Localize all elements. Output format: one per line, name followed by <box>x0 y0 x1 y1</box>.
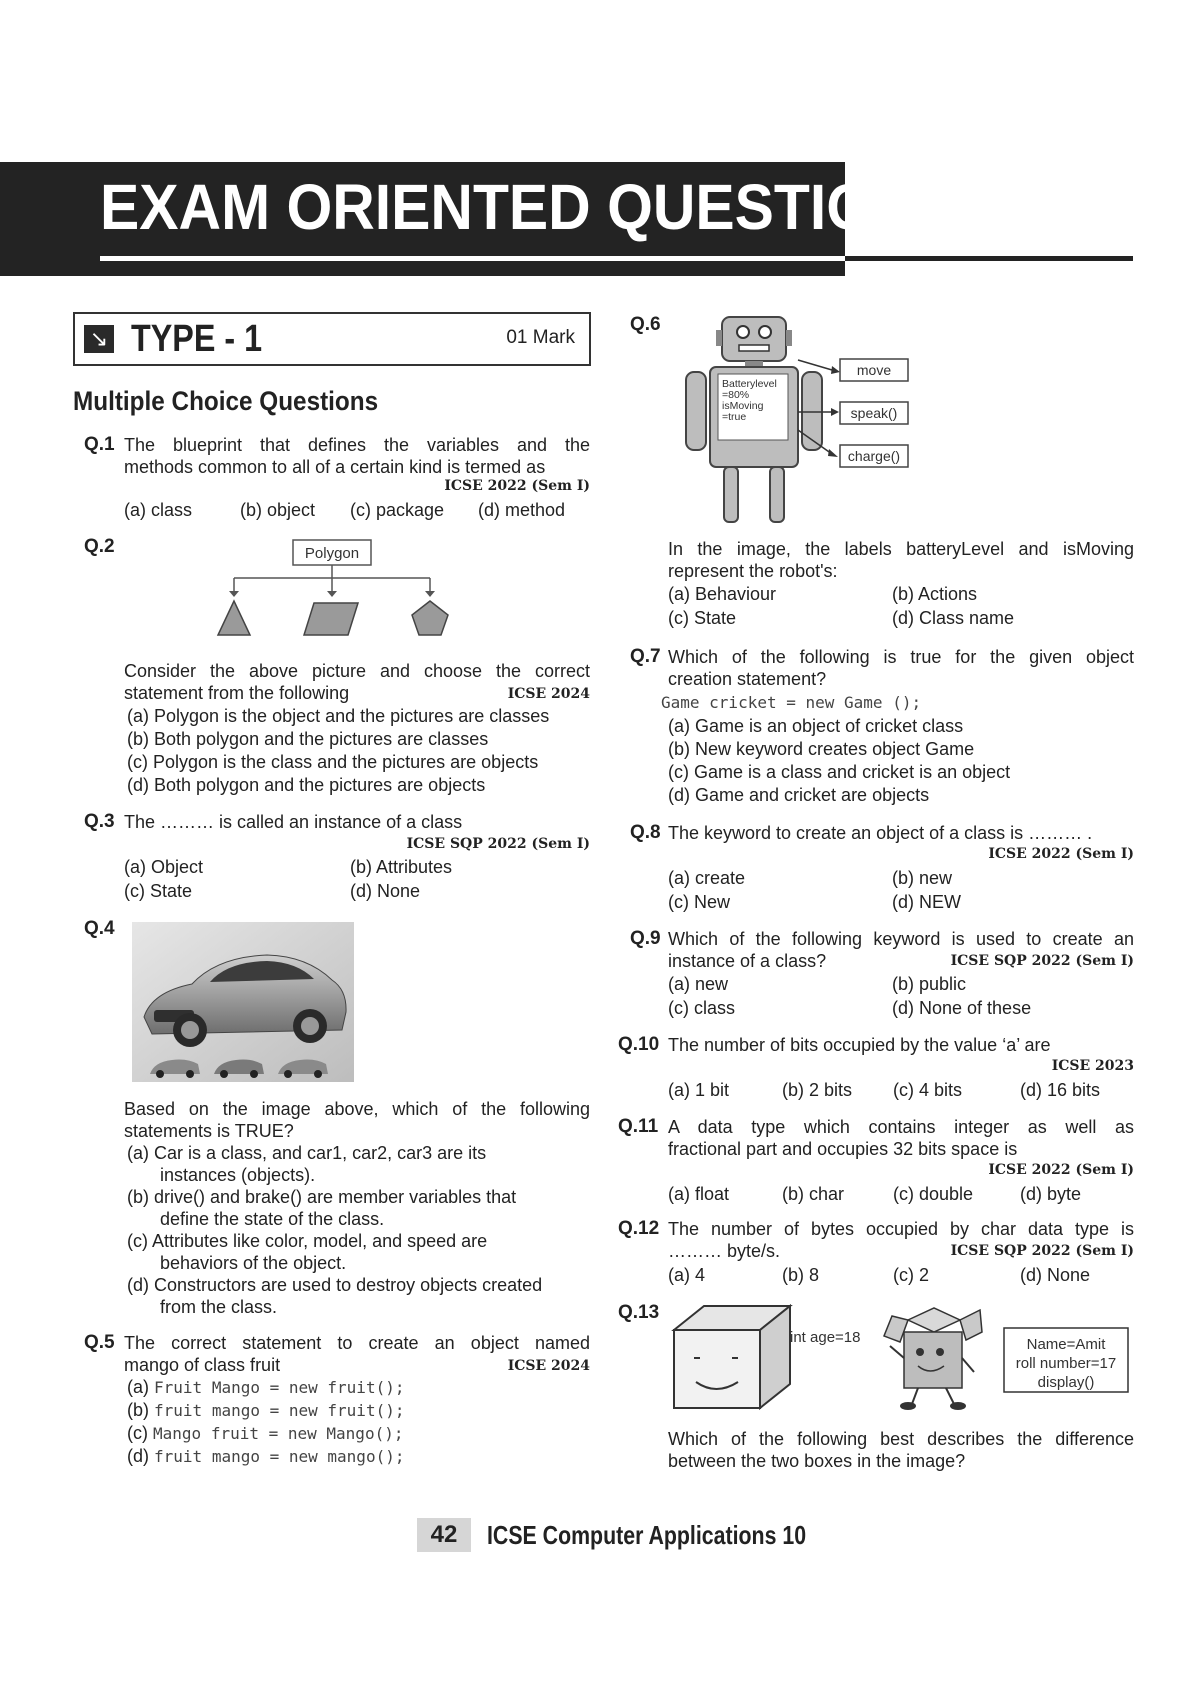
option-c[interactable]: (c) 2 <box>893 1265 929 1285</box>
section-type-box <box>73 312 591 366</box>
car-image <box>132 922 354 1082</box>
question-number: Q.13 <box>618 1302 660 1323</box>
question-line: ……… byte/s. <box>668 1241 781 1261</box>
option-d[interactable]: (d) NEW <box>892 892 961 912</box>
option-d-cont: from the class. <box>160 1297 278 1317</box>
option-c[interactable]: (c) New <box>668 892 730 912</box>
option-c-cont: behaviors of the object. <box>160 1253 347 1273</box>
option-a[interactable]: (a) Fruit Mango = new fruit(); <box>127 1377 405 1397</box>
question-line: mango of class fruit <box>124 1355 281 1375</box>
polygon-label: Polygon <box>304 545 360 562</box>
question-line: Consider the above picture and choose the correct <box>124 661 590 681</box>
question-line: between the two boxes in the image? <box>668 1451 966 1471</box>
question-source: ICSE 2022 (Sem I) <box>444 478 590 494</box>
option-c[interactable]: (c) Mango fruit = new Mango(); <box>127 1423 404 1443</box>
svg-text:charge(): charge() <box>847 448 901 464</box>
option-c[interactable]: (c) State <box>668 608 737 628</box>
question-line: creation statement? <box>668 669 827 689</box>
boxes-diagram <box>668 1300 1138 1415</box>
question-number: Q.8 <box>630 822 661 843</box>
question-number: Q.11 <box>618 1116 659 1137</box>
question-number: Q.2 <box>84 536 115 557</box>
option-c[interactable]: (c) class <box>668 998 735 1018</box>
option-c[interactable]: (c) Game is a class and cricket is an object <box>668 762 1011 782</box>
question-line: fractional part and occupies 32 bits space is <box>668 1139 1018 1159</box>
option-d[interactable]: (d) byte <box>1020 1184 1082 1204</box>
option-b[interactable]: (b) fruit mango = new fruit(); <box>127 1400 405 1420</box>
option-a[interactable]: (a) Behaviour <box>668 584 777 604</box>
question-text <box>124 1098 590 1142</box>
option-d[interactable]: (d) Game and cricket are objects <box>668 785 930 805</box>
question-text: The number of bits occupied by the value ‘a’ are <box>668 1035 1051 1055</box>
option-b[interactable]: (b) 8 <box>782 1265 820 1285</box>
robot-head <box>722 317 786 361</box>
option-a[interactable]: (a) Game is an object of cricket class <box>668 716 964 736</box>
question-line: A data type which contains integer as well as <box>668 1117 1134 1137</box>
robot-diagram <box>680 312 920 532</box>
page-number: 42 <box>417 1518 471 1552</box>
option-d[interactable]: (d) None of these <box>892 998 1032 1018</box>
option-c[interactable]: (c) State <box>124 881 193 901</box>
question-line: Which of the following best describes the difference <box>668 1429 1134 1449</box>
option-b[interactable]: (b) public <box>892 974 967 994</box>
question-source: ICSE SQP 2022 (Sem I) <box>950 953 1134 969</box>
question-source: ICSE 2022 (Sem I) <box>988 1162 1134 1178</box>
question-source: ICSE SQP 2022 (Sem I) <box>406 836 590 852</box>
option-b[interactable]: (b) 2 bits <box>782 1080 853 1100</box>
option-b[interactable]: (b) Actions <box>892 584 978 604</box>
option-a-cont: instances (objects). <box>160 1165 316 1185</box>
option-d[interactable]: (d) fruit mango = new mango(); <box>127 1446 405 1466</box>
option-b[interactable]: (b) drive() and brake() are member variables that <box>127 1187 517 1207</box>
option-c[interactable]: (c) 4 bits <box>893 1080 963 1100</box>
closed-box <box>674 1306 790 1408</box>
page-title: EXAM ORIENTED QUESTIONS <box>100 171 954 243</box>
code-snippet: Game cricket = new Game (); <box>661 693 922 712</box>
svg-text:speak(): speak() <box>850 405 898 421</box>
option-a[interactable]: (a) 4 <box>668 1265 706 1285</box>
question-text <box>668 646 1134 690</box>
option-a[interactable]: (a) 1 bit <box>668 1080 730 1100</box>
box-attribute-label: int age=18 <box>790 1329 861 1346</box>
question-text <box>668 1116 1134 1160</box>
question-text: The keyword to create an object of a class is ……… . <box>668 823 1093 843</box>
question-number: Q.9 <box>630 928 661 949</box>
option-d[interactable]: (d) 16 bits <box>1020 1080 1101 1100</box>
question-source: ICSE 2024 <box>507 686 590 702</box>
question-line: instance of a class? <box>668 951 827 971</box>
question-source: ICSE 2023 <box>1051 1058 1134 1074</box>
option-a[interactable]: (a) Object <box>124 857 204 877</box>
option-a[interactable]: (a) class <box>124 500 193 520</box>
option-d[interactable]: (d) None <box>350 881 421 901</box>
option-a[interactable]: (a) float <box>668 1184 730 1204</box>
arrow-down-right-icon: ↘ <box>84 325 114 353</box>
option-b[interactable]: (b) Both polygon and the pictures are classes <box>127 729 489 749</box>
option-a[interactable]: (a) new <box>668 974 729 994</box>
question-source: ICSE 2024 <box>507 1358 590 1374</box>
option-d[interactable]: (d) None <box>1020 1265 1091 1285</box>
triangle-shape <box>218 601 250 635</box>
question-number: Q.12 <box>618 1218 660 1239</box>
option-b[interactable]: (b) new <box>892 868 953 888</box>
pentagon-shape <box>412 601 448 635</box>
title-underline-inner <box>100 256 845 261</box>
question-line: Based on the image above, which of the following <box>124 1099 590 1119</box>
parallelogram-shape <box>304 603 358 635</box>
option-d[interactable]: (d) method <box>478 500 566 520</box>
question-line: represent the robot's: <box>668 561 838 581</box>
book-title: ICSE Computer Applications 10 <box>487 1520 807 1550</box>
option-c[interactable]: (c) double <box>893 1184 974 1204</box>
svg-text:=true: =true <box>722 411 747 423</box>
option-b-cont: define the state of the class. <box>160 1209 385 1229</box>
question-number: Q.5 <box>84 1332 115 1353</box>
question-line: The correct statement to create an object named <box>124 1333 590 1353</box>
question-line: statements is TRUE? <box>124 1121 294 1141</box>
question-number: Q.10 <box>618 1034 660 1055</box>
question-line: statement from the following <box>124 683 350 703</box>
question-source: ICSE 2022 (Sem I) <box>988 846 1134 862</box>
question-text: The ……… is called an instance of a class <box>124 812 463 832</box>
svg-text:isMoving: isMoving <box>722 400 764 412</box>
question-number: Q.3 <box>84 811 115 832</box>
question-text <box>668 538 1134 582</box>
question-text <box>668 1428 1134 1472</box>
question-number: Q.1 <box>84 434 115 455</box>
svg-text:roll number=17: roll number=17 <box>1015 1355 1117 1372</box>
question-line: In the image, the labels batteryLevel and isMoving <box>668 539 1134 559</box>
question-line: methods common to all of a certain kind is termed as <box>124 457 546 477</box>
option-c[interactable]: (c) package <box>350 500 445 520</box>
open-box-character <box>884 1308 982 1410</box>
polygon-diagram <box>210 535 460 645</box>
question-line: Which of the following keyword is used to create an <box>668 929 1134 949</box>
option-a[interactable]: (a) create <box>668 868 746 888</box>
svg-text:display(): display() <box>1037 1374 1095 1391</box>
question-number: Q.6 <box>630 314 661 335</box>
question-number: Q.4 <box>84 918 115 939</box>
svg-text:Batterylevel: Batterylevel <box>722 378 777 390</box>
svg-text:Name=Amit: Name=Amit <box>1026 1336 1106 1353</box>
question-line: The blueprint that defines the variables and the <box>124 435 590 455</box>
option-b[interactable]: (b) char <box>782 1184 845 1204</box>
option-a[interactable]: (a) Car is a class, and car1, car2, car3 are its <box>127 1143 487 1163</box>
svg-text:move: move <box>856 362 892 378</box>
section-type-label: TYPE - 1 <box>131 318 263 360</box>
option-d[interactable]: (d) Both polygon and the pictures are objects <box>127 775 486 795</box>
section-marks: 01 Mark <box>506 327 575 348</box>
question-source: ICSE SQP 2022 (Sem I) <box>950 1243 1134 1259</box>
option-d[interactable]: (d) Class name <box>892 608 1015 628</box>
svg-text:=80%: =80% <box>722 389 750 401</box>
option-d[interactable]: (d) Constructors are used to destroy objects created <box>127 1275 543 1295</box>
option-c[interactable]: (c) Polygon is the class and the pictures are objects <box>127 752 539 772</box>
option-b[interactable]: (b) New keyword creates object Game <box>668 739 975 759</box>
option-c[interactable]: (c) Attributes like color, model, and speed are <box>127 1231 488 1251</box>
section-heading: Multiple Choice Questions <box>73 386 379 416</box>
option-b[interactable]: (b) object <box>240 500 316 520</box>
question-line: The number of bytes occupied by char data type is <box>668 1219 1134 1239</box>
question-line: Which of the following is true for the given object <box>668 647 1134 667</box>
option-b[interactable]: (b) Attributes <box>350 857 453 877</box>
question-text <box>124 434 590 478</box>
option-a[interactable]: (a) Polygon is the object and the pictures are classes <box>127 706 550 726</box>
question-number: Q.7 <box>630 646 661 667</box>
